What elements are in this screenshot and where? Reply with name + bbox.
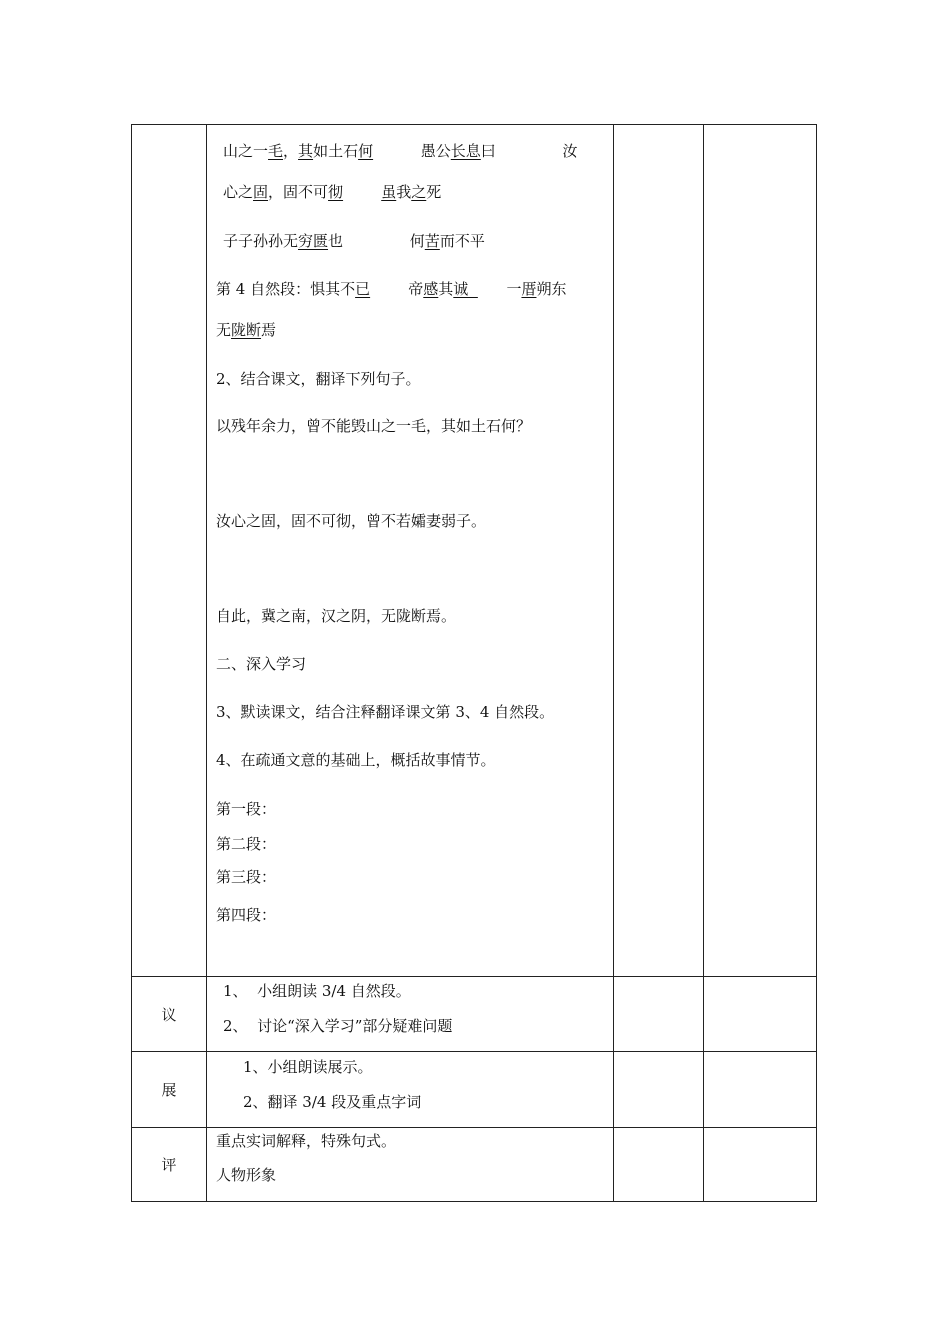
vocab-line-2 [223,183,441,201]
underlined-key-word: 之 [411,183,427,201]
vocab-line-4 [216,280,566,298]
vocab-text: 焉 [261,321,277,339]
question-3: 3、默读课文，结合注释翻译课文第 3、4 自然段。 [216,703,555,721]
underlined-key-word: 苦 [424,232,440,250]
show-item-1: 1、小组朗读展示。 [243,1058,373,1076]
vocab-text: 无 [216,321,232,339]
remarks-cell [704,977,817,1052]
vocab-text: 如土石 [313,142,359,160]
paragraph-2-summary: 第二段： [216,835,277,853]
evaluate-row [132,1128,817,1202]
vocab-text: ， [283,142,299,160]
remarks-cell [704,1052,817,1128]
vocab-text: 曰 汝 [480,142,578,160]
show-row [132,1052,817,1128]
evaluate-item-2: 人物形象 [216,1166,277,1184]
underlined-key-word: 长息 [450,142,481,160]
underlined-key-word: 其 [298,142,314,160]
evaluate-item-1: 重点实词解释，特殊句式。 [216,1132,397,1150]
study-row [132,125,817,977]
discuss-content-cell [207,977,614,1052]
study-content-cell [207,125,614,977]
underlined-key-word: 何 [358,142,374,160]
discuss-item-1: 1、 小组朗读 3/4 自然段。 [223,982,411,1000]
underlined-key-word: 厝 [521,280,537,298]
evaluate-content-cell [207,1128,614,1202]
underlined-key-word: 陇断 [231,321,262,339]
underlined-key-word: 已 [355,280,371,298]
remarks-cell [704,125,817,977]
underlined-key-word: 虽 [381,183,397,201]
vocab-text: 死 [426,183,442,201]
section-2-title: 二、深入学习 [216,655,307,673]
notes-cell [614,1128,704,1202]
underlined-key-word: 穷匮 [298,232,329,250]
discuss-item-2: 2、 讨论“深入学习”部分疑难问题 [223,1017,453,1035]
vocab-text: 我 [396,183,412,201]
stage-label-show: 展 [132,1052,207,1128]
stage-label-discuss: 议 [132,977,207,1052]
vocab-text [343,183,381,201]
notes-cell [614,977,704,1052]
vocab-text: 子子孙孙无 [223,232,299,250]
vocab-text: 心之 [223,183,254,201]
vocab-text: 而不平 [439,232,485,250]
vocab-line-1 [223,142,578,160]
vocab-text: 也 何 [328,232,425,250]
stage-label-evaluate: 评 [132,1128,207,1202]
discuss-row [132,977,817,1052]
translation-sentence-2: 汝心之固，固不可彻，曾不若孀妻弱子。 [216,512,487,530]
remarks-cell [704,1128,817,1202]
vocab-line-5 [216,321,276,339]
stage-label-cell [132,125,207,977]
vocab-text: 山之一 [223,142,269,160]
translation-sentence-3: 自此，冀之南，汉之阴，无陇断焉。 [216,607,457,625]
notes-cell [614,1052,704,1128]
underlined-key-word: 彻 [328,183,344,201]
vocab-text: 其 [438,280,454,298]
question-2-title: 2、结合课文，翻译下列句子。 [216,370,421,388]
vocab-text: ，固不可 [268,183,329,201]
lesson-table [131,124,817,1202]
underlined-key-word: 诚 [453,280,478,298]
show-content-cell [207,1052,614,1128]
vocab-line-3 [223,232,485,250]
vocab-text: 第 4 自然段：惧其不 [216,280,356,298]
vocab-text: 愚公 [373,142,451,160]
underlined-key-word: 感 [423,280,439,298]
show-item-2: 2、翻译 3/4 段及重点字词 [243,1093,422,1111]
underlined-key-word: 固 [253,183,269,201]
paragraph-4-summary: 第四段： [216,906,277,924]
vocab-text: 朔东 [536,280,567,298]
notes-cell [614,125,704,977]
paragraph-3-summary: 第三段： [216,868,277,886]
question-4: 4、在疏通文意的基础上，概括故事情节。 [216,751,496,769]
underlined-key-word: 毛 [268,142,284,160]
vocab-text: 一 [477,280,522,298]
paragraph-1-summary: 第一段： [216,800,277,818]
translation-sentence-1: 以残年余力，曾不能毁山之一毛，其如土石何？ [216,417,532,435]
vocab-text: 帝 [370,280,424,298]
